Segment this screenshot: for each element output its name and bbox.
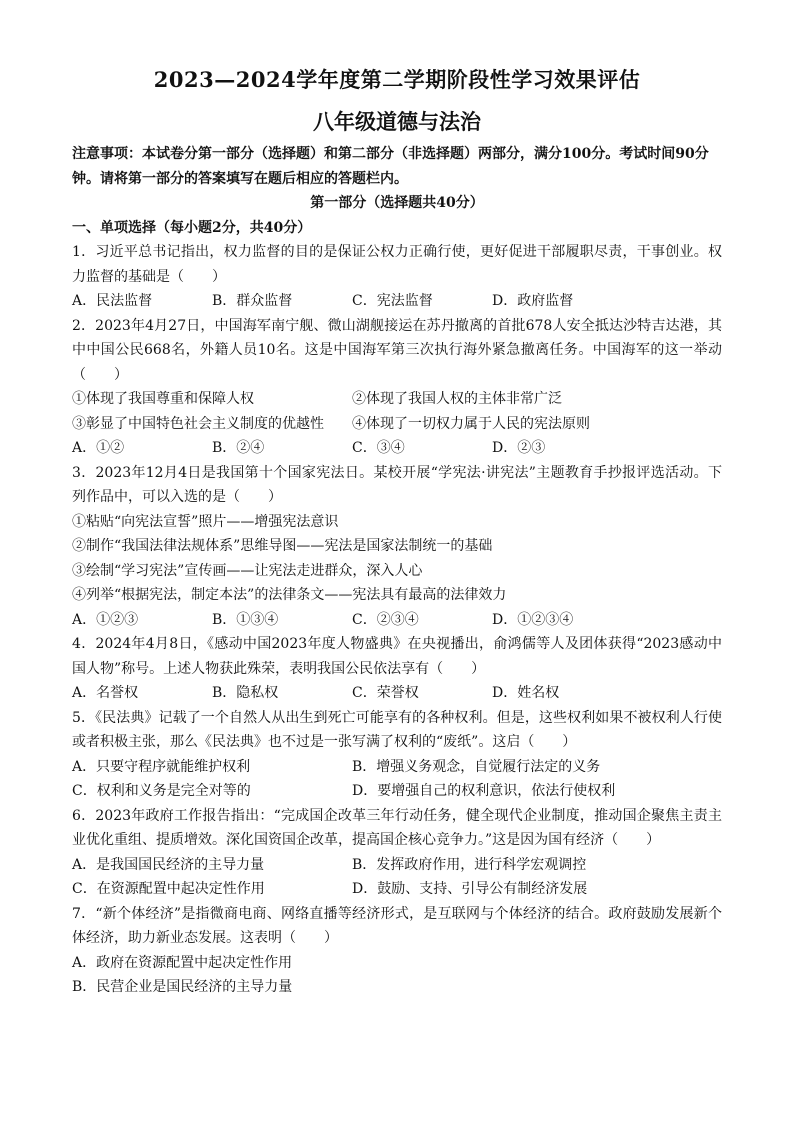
- question-6: [72, 804, 722, 902]
- option-c: C．荣誉权: [352, 685, 419, 701]
- question-7: [72, 902, 722, 1000]
- exam-notice: 注意事项：本试卷分第一部分（选择题）和第二部分（非选择题）两部分，满分100分。考试时间90分钟。请将第一部分的答案填写在题后相应的答题栏内。: [72, 146, 709, 187]
- option-b: B．民营企业是国民经济的主导力量: [72, 979, 293, 995]
- question-stem: 6．2023年政府工作报告指出：“完成国企改革三年行动任务，健全现代企业制度，推动国企聚焦主责主业优化重组、提质增效。深化国资国企改革，提高国企核心竞争力。”这是因为国有经济（ ）: [72, 807, 722, 848]
- statement-2: ②体现了我国人权的主体非常广泛: [352, 391, 562, 407]
- question-stem: 3．2023年12月4日是我国第十个国家宪法日。某校开展“学宪法·讲宪法”主题教育手抄报评选活动。下列作品中，可以入选的是（ ）: [72, 464, 722, 505]
- option-c: C．宪法监督: [352, 293, 433, 309]
- question-3: [72, 461, 722, 633]
- option-b: B．隐私权: [212, 685, 279, 701]
- statement-row: [72, 412, 722, 437]
- question-5: [72, 706, 722, 804]
- option-d: D．鼓励、支持、引导公有制经济发展: [352, 881, 588, 897]
- option-c: C．③④: [352, 440, 405, 456]
- option-a: A．①②③: [72, 611, 139, 628]
- question-stem: 2．2023年4月27日，中国海军南宁舰、微山湖舰接运在苏丹撤离的首批678人安全抵达沙特吉达港，其中中国公民668名，外籍人员10名。这是中国海军第三次执行海外紧急撤离任务。中国海军的这一举动（ ）: [72, 317, 722, 383]
- part-one-title: 第一部分（选择题共40分）: [310, 195, 484, 211]
- statement-row: [72, 387, 722, 412]
- statement-4: ④列举“根据宪法，制定本法”的法律条文——宪法具有最高的法律效力: [72, 587, 507, 603]
- question-options: [72, 853, 722, 878]
- option-a: A．名誉权: [72, 685, 139, 701]
- question-options: [72, 289, 722, 314]
- question-4: [72, 632, 722, 706]
- question-options: [72, 436, 722, 461]
- option-a: A．只要守程序就能维护权利: [72, 758, 251, 775]
- statement-4: ④体现了一切权力属于人民的宪法原则: [352, 415, 590, 432]
- question-1: [72, 240, 722, 314]
- option-c: C．在资源配置中起决定性作用: [72, 881, 265, 897]
- option-b: B．群众监督: [212, 293, 293, 309]
- option-b: B．增强义务观念，自觉履行法定的义务: [352, 758, 601, 775]
- option-d: D．政府监督: [492, 293, 574, 309]
- option-d: D．姓名权: [492, 685, 560, 701]
- question-stem: 7．“新个体经济”是指微商电商、网络直播等经济形式，是互联网与个体经济的结合。政府鼓励发展新个体经济，助力新业态发展。这表明（ ）: [72, 905, 722, 946]
- exam-subtitle: 八年级道德与法治: [313, 109, 481, 134]
- statement-1: ①粘贴“向宪法宣誓”照片——增强宪法意识: [72, 513, 339, 530]
- question-2: [72, 314, 722, 461]
- option-a: A．政府在资源配置中起决定性作用: [72, 954, 293, 971]
- question-stem: 4．2024年4月8日，《感动中国2023年度人物盛典》在央视播出，俞鸿儒等人及团体获得“2023感动中国人物”称号。上述人物获此殊荣，表明我国公民依法享有（ ）: [72, 636, 722, 677]
- option-b: B．②④: [212, 440, 265, 456]
- option-c: C．②③④: [352, 611, 419, 628]
- exam-page: [72, 62, 722, 1000]
- option-d: D．要增强自己的权利意识，依法行使权利: [352, 783, 616, 799]
- option-d: D．②③: [492, 440, 546, 456]
- statement-1: ①体现了我国尊重和保障人权: [72, 391, 254, 407]
- option-a: A．①②: [72, 440, 125, 456]
- statement-3: ③彰显了中国特色社会主义制度的优越性: [72, 415, 324, 432]
- statement-2: ②制作“我国法律法规体系”思维导图——宪法是国家法制统一的基础: [72, 538, 493, 554]
- exam-title: 2023—2024学年度第二学期阶段性学习效果评估: [153, 67, 641, 92]
- question-options: [72, 755, 722, 780]
- statement-3: ③绘制“学习宪法”宣传画——让宪法走进群众，深入人心: [72, 562, 423, 579]
- option-d: D．①②③④: [492, 611, 574, 628]
- question-options: [72, 951, 722, 1000]
- section-one-title: 一、单项选择（每小题2分，共40分）: [72, 219, 312, 236]
- option-b: B．发挥政府作用，进行科学宏观调控: [352, 856, 587, 873]
- question-stem: 1．习近平总书记指出，权力监督的目的是保证公权力正确行使，更好促进干部履职尽责，干事创业。权力监督的基础是（ ）: [72, 244, 722, 285]
- question-options: [72, 877, 722, 902]
- question-stem: 5．《民法典》记载了一个自然人从出生到死亡可能享有的各种权利。但是，这些权利如果不被权利人行使或者积极主张，那么《民法典》也不过是一张写满了权利的“废纸”。这启（ ）: [72, 709, 722, 750]
- option-a: A．是我国国民经济的主导力量: [72, 856, 265, 873]
- question-options: [72, 608, 722, 633]
- statement-list: [72, 510, 722, 608]
- option-b: B．①③④: [212, 611, 279, 628]
- question-options: [72, 681, 722, 706]
- question-options: [72, 779, 722, 804]
- option-c: C．权利和义务是完全对等的: [72, 783, 251, 799]
- option-a: A．民法监督: [72, 293, 153, 309]
